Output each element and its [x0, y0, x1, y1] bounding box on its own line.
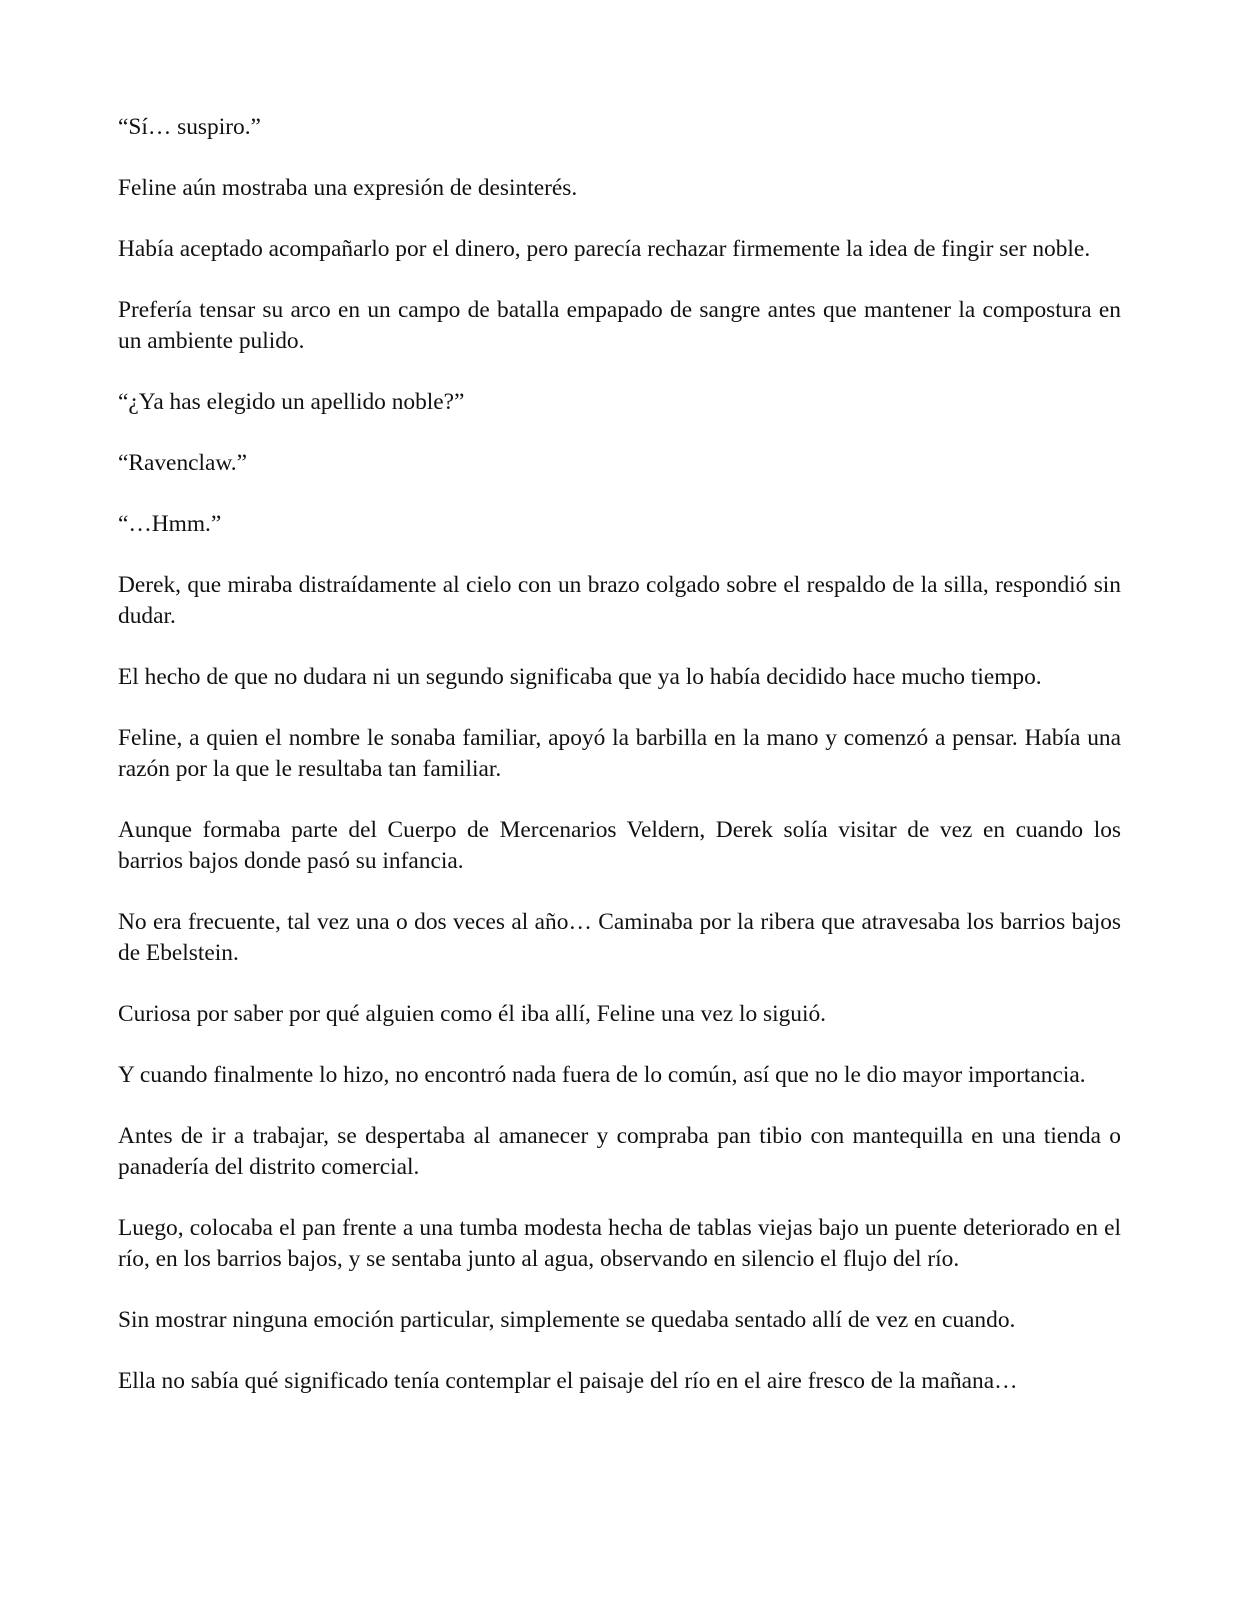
paragraph-8: Derek, que miraba distraídamente al cielo con un brazo colgado sobre el respaldo de la silla, respondió sin dudar.	[118, 572, 1121, 629]
document-body	[118, 112, 1121, 1427]
paragraph-13: Curiosa por saber por qué alguien como él iba allí, Feline una vez lo siguió.	[118, 1001, 827, 1027]
paragraph-12: No era frecuente, tal vez una o dos veces al año… Caminaba por la ribera que atravesaba los barrios bajos de Ebelstein.	[118, 909, 1121, 966]
paragraph-14: Y cuando finalmente lo hizo, no encontró nada fuera de lo común, así que no le dio mayor importancia.	[118, 1062, 1086, 1088]
paragraph-9: El hecho de que no dudara ni un segundo significaba que ya lo había decidido hace mucho tiempo.	[118, 664, 1042, 690]
paragraph-18: Ella no sabía qué significado tenía contemplar el paisaje del río en el aire fresco de la mañana…	[118, 1368, 1018, 1394]
paragraph-10: Feline, a quien el nombre le sonaba familiar, apoyó la barbilla en la mano y comenzó a pensar. Había una razón por la que le resultaba tan familiar.	[118, 725, 1121, 782]
paragraph-15: Antes de ir a trabajar, se despertaba al amanecer y compraba pan tibio con mantequilla en una tienda o panadería del distrito comercial.	[118, 1123, 1121, 1180]
paragraph-3: Había aceptado acompañarlo por el dinero, pero parecía rechazar firmemente la idea de fingir ser noble.	[118, 236, 1091, 262]
paragraph-6: “Ravenclaw.”	[118, 450, 248, 476]
paragraph-11: Aunque formaba parte del Cuerpo de Mercenarios Veldern, Derek solía visitar de vez en cuando los barrios bajos donde pasó su infancia.	[118, 817, 1121, 874]
paragraph-1: “Sí… suspiro.”	[118, 114, 261, 140]
paragraph-4: Prefería tensar su arco en un campo de batalla empapado de sangre antes que mantener la compostura en un ambiente pulido.	[118, 297, 1121, 354]
paragraph-5: “¿Ya has elegido un apellido noble?”	[118, 389, 465, 415]
paragraph-16: Luego, colocaba el pan frente a una tumba modesta hecha de tablas viejas bajo un puente deteriorado en el río, en los barrios bajos, y se sentaba junto al agua, observando en silencio el flujo del río.	[118, 1215, 1121, 1272]
paragraph-7: “…Hmm.”	[118, 511, 222, 537]
paragraph-17: Sin mostrar ninguna emoción particular, simplemente se quedaba sentado allí de vez en cuando.	[118, 1307, 1016, 1333]
paragraph-2: Feline aún mostraba una expresión de desinterés.	[118, 175, 578, 201]
